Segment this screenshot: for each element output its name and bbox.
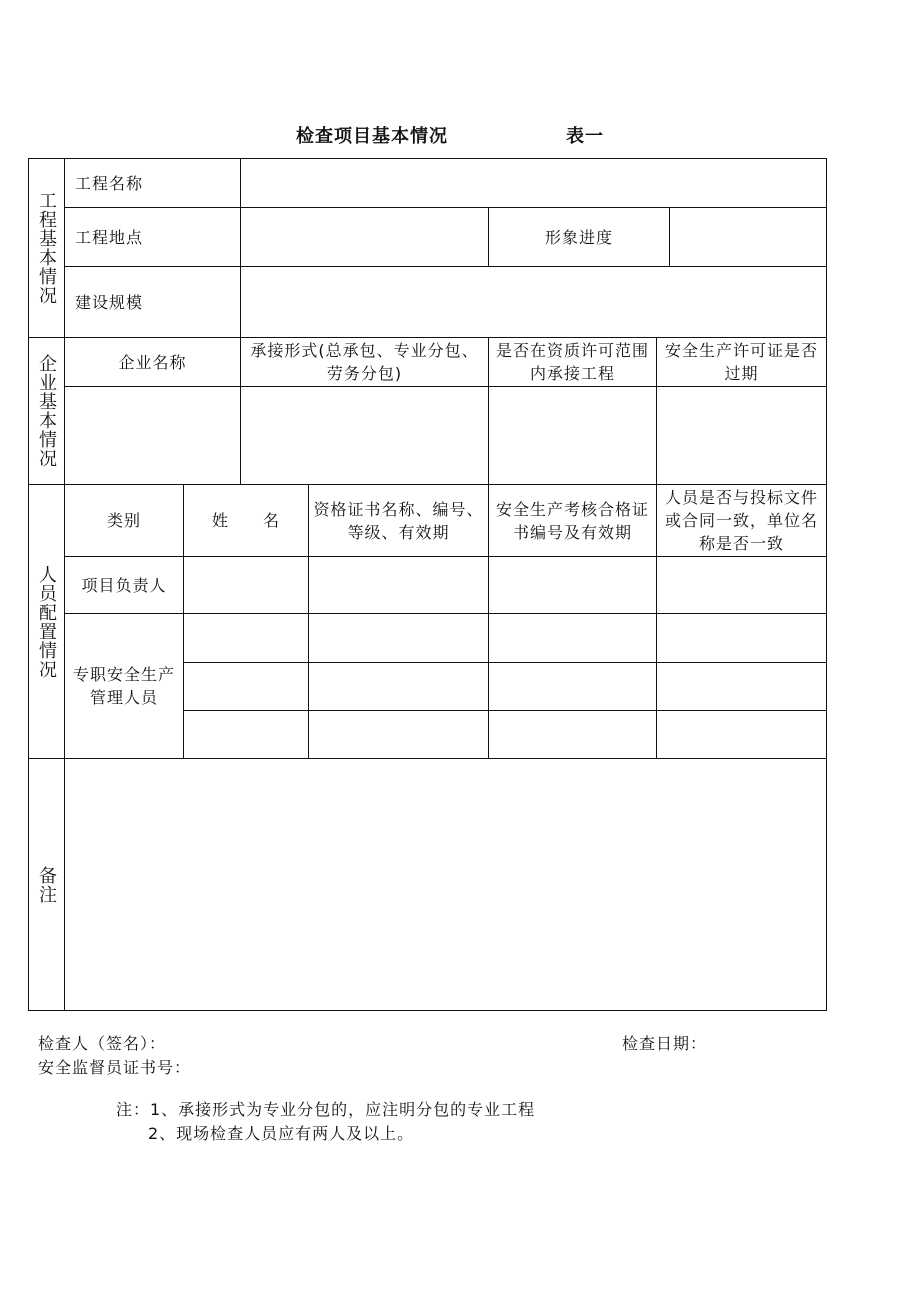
safety-license-header: 安全生产许可证是否过期 xyxy=(664,341,818,383)
category-header: 类别 xyxy=(106,511,141,530)
section-label-personnel: 人员配置情况 xyxy=(36,564,57,679)
inspector-signature-label: 检查人（签名）： xyxy=(38,1034,167,1053)
safety-cert-header: 安全生产考核合格证书编号及有效期 xyxy=(495,499,649,542)
inspection-date-label: 检查日期： xyxy=(622,1034,708,1053)
project-location-field[interactable] xyxy=(241,208,488,266)
page-title: 检查项目基本情况 xyxy=(296,126,448,147)
table-cell[interactable] xyxy=(657,663,826,710)
table-cell[interactable] xyxy=(309,557,488,613)
project-name-label: 工程名称 xyxy=(75,173,144,193)
project-location-label: 工程地点 xyxy=(75,227,144,247)
company-name-field[interactable] xyxy=(65,387,240,484)
supervisor-cert-label: 安全监督员证书号： xyxy=(38,1058,192,1077)
construction-scale-label: 建设规模 xyxy=(75,292,144,312)
table-number: 表一 xyxy=(566,126,604,147)
table-cell[interactable] xyxy=(489,614,656,662)
qualification-scope-field[interactable] xyxy=(489,387,656,484)
remarks-field[interactable] xyxy=(65,759,826,1010)
contract-form-header: 承接形式(总承包、专业分包、劳务分包) xyxy=(250,341,479,383)
table-cell[interactable] xyxy=(184,614,308,662)
qualification-scope-header: 是否在资质许可范围内承接工程 xyxy=(495,341,649,383)
company-name-header: 企业名称 xyxy=(118,352,187,372)
table-cell[interactable] xyxy=(657,711,826,758)
section-label-enterprise: 企业基本情况 xyxy=(36,354,57,468)
table-cell[interactable] xyxy=(657,614,826,662)
table-cell[interactable] xyxy=(489,663,656,710)
table-cell[interactable] xyxy=(184,663,308,710)
progress-field[interactable] xyxy=(670,208,826,266)
table-cell[interactable] xyxy=(309,711,488,758)
table-cell[interactable] xyxy=(184,557,308,613)
section-label-remarks: 备注 xyxy=(36,865,57,904)
construction-scale-field[interactable] xyxy=(241,267,826,337)
contract-form-field[interactable] xyxy=(241,387,488,484)
progress-label: 形象进度 xyxy=(544,227,613,247)
safety-staff-label: 专职安全生产管理人员 xyxy=(72,665,175,707)
project-manager-label: 项目负责人 xyxy=(81,575,167,595)
table-cell[interactable] xyxy=(309,663,488,710)
safety-license-field[interactable] xyxy=(657,387,826,484)
section-label-project: 工程基本情况 xyxy=(36,191,57,305)
consistency-header: 人员是否与投标文件或合同一致，单位名称是否一致 xyxy=(664,488,818,553)
person-name-header: 姓 名 xyxy=(211,511,280,530)
table-cell[interactable] xyxy=(657,557,826,613)
table-cell[interactable] xyxy=(489,711,656,758)
certificate-header: 资格证书名称、编号、等级、有效期 xyxy=(313,499,484,542)
note-2: 2、现场检查人员应有两人及以上。 xyxy=(148,1124,415,1143)
table-cell[interactable] xyxy=(489,557,656,613)
note-1: 注：1、承接形式为专业分包的，应注明分包的专业工程 xyxy=(116,1100,536,1119)
table-cell[interactable] xyxy=(309,614,488,662)
table-cell[interactable] xyxy=(184,711,308,758)
project-name-field[interactable] xyxy=(241,159,826,207)
